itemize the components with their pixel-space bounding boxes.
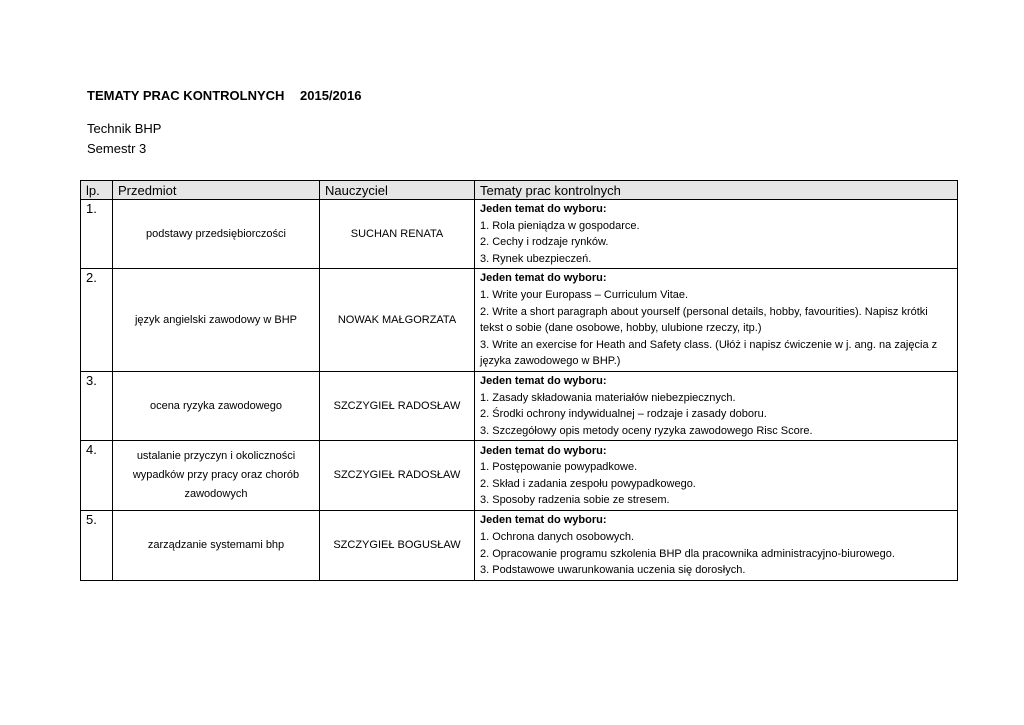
document-title-line bbox=[87, 88, 362, 103]
column-header-subject: Przedmiot bbox=[113, 181, 320, 200]
topics-cell bbox=[475, 371, 958, 440]
topic-item: 2. Skład i zadania zespołu powypadkowego. bbox=[480, 477, 696, 490]
topics-heading: Jeden temat do wyboru: bbox=[480, 272, 607, 285]
topics-heading: Jeden temat do wyboru: bbox=[480, 444, 607, 457]
table-row bbox=[81, 441, 958, 511]
semester-label: Semestr 3 bbox=[87, 141, 147, 156]
subject-cell: język angielski zawodowy w BHP bbox=[113, 269, 320, 372]
topic-item: 1. Write your Europass – Curriculum Vitae. bbox=[480, 288, 689, 301]
topic-item: 3. Write an exercise for Heath and Safety class. (Ułóż i napisz ćwiczenie w j. ang. na zajęcia z języka zawodowego w BHP.) bbox=[480, 338, 938, 368]
table-row bbox=[81, 371, 958, 440]
topics-cell bbox=[475, 441, 958, 511]
row-number: 3. bbox=[81, 371, 113, 440]
column-header-topics: Tematy prac kontrolnych bbox=[475, 181, 958, 200]
table-row bbox=[81, 511, 958, 580]
school-year: 2015/2016 bbox=[300, 88, 362, 103]
teacher-cell: SZCZYGIEŁ BOGUSŁAW bbox=[320, 511, 475, 580]
topics-cell bbox=[475, 511, 958, 580]
topic-item: 1. Postępowanie powypadkowe. bbox=[480, 461, 638, 474]
subject-cell: ustalanie przyczyn i okoliczności wypadków przy pracy oraz chorób zawodowych bbox=[113, 441, 320, 511]
row-number: 1. bbox=[81, 200, 113, 269]
document-title: TEMATY PRAC KONTROLNYCH bbox=[87, 88, 285, 103]
topic-item: 1. Zasady składowania materiałów niebezpiecznych. bbox=[480, 391, 736, 404]
topic-item: 2. Opracowanie programu szkolenia BHP dla pracownika administracyjno-biurowego. bbox=[480, 547, 895, 560]
topic-item: 1. Rola pieniądza w gospodarce. bbox=[480, 219, 640, 232]
topic-item: 3. Szczegółowy opis metody oceny ryzyka zawodowego Risc Score. bbox=[480, 424, 813, 437]
teacher-cell: SUCHAN RENATA bbox=[320, 200, 475, 269]
row-number: 5. bbox=[81, 511, 113, 580]
topics-heading: Jeden temat do wyboru: bbox=[480, 374, 607, 387]
subject-cell: podstawy przedsiębiorczości bbox=[113, 200, 320, 269]
teacher-cell: SZCZYGIEŁ RADOSŁAW bbox=[320, 441, 475, 511]
subject-cell: zarządzanie systemami bhp bbox=[113, 511, 320, 580]
row-number: 2. bbox=[81, 269, 113, 372]
row-number: 4. bbox=[81, 441, 113, 511]
topics-heading: Jeden temat do wyboru: bbox=[480, 203, 607, 215]
topic-item: 3. Sposoby radzenia sobie ze stresem. bbox=[480, 494, 670, 507]
topics-table bbox=[80, 180, 958, 581]
topic-item: 1. Ochrona danych osobowych. bbox=[480, 530, 635, 543]
topic-item: 2. Środki ochrony indywidualnej – rodzaje i zasady doboru. bbox=[480, 408, 767, 421]
subject-cell: ocena ryzyka zawodowego bbox=[113, 371, 320, 440]
topic-item: 3. Podstawowe uwarunkowania uczenia się dorosłych. bbox=[480, 564, 746, 577]
table-header-row bbox=[81, 181, 958, 200]
topic-item: 2. Cechy i rodzaje rynków. bbox=[480, 236, 609, 249]
table-row bbox=[81, 200, 958, 269]
column-header-teacher: Nauczyciel bbox=[320, 181, 475, 200]
specialty-label: Technik BHP bbox=[87, 121, 162, 136]
topic-item: 2. Write a short paragraph about yourself (personal details, hobby, favourities). Napisz krótki tekst o sobie (dane osobowe, hobby, ulubione rzeczy, itp.) bbox=[480, 305, 928, 335]
teacher-cell: SZCZYGIEŁ RADOSŁAW bbox=[320, 371, 475, 440]
column-header-lp: lp. bbox=[81, 181, 113, 200]
topics-cell bbox=[475, 200, 958, 269]
table-row bbox=[81, 269, 958, 372]
topics-heading: Jeden temat do wyboru: bbox=[480, 514, 607, 527]
topic-item: 3. Rynek ubezpieczeń. bbox=[480, 252, 592, 265]
topics-cell bbox=[475, 269, 958, 372]
teacher-cell: NOWAK MAŁGORZATA bbox=[320, 269, 475, 372]
